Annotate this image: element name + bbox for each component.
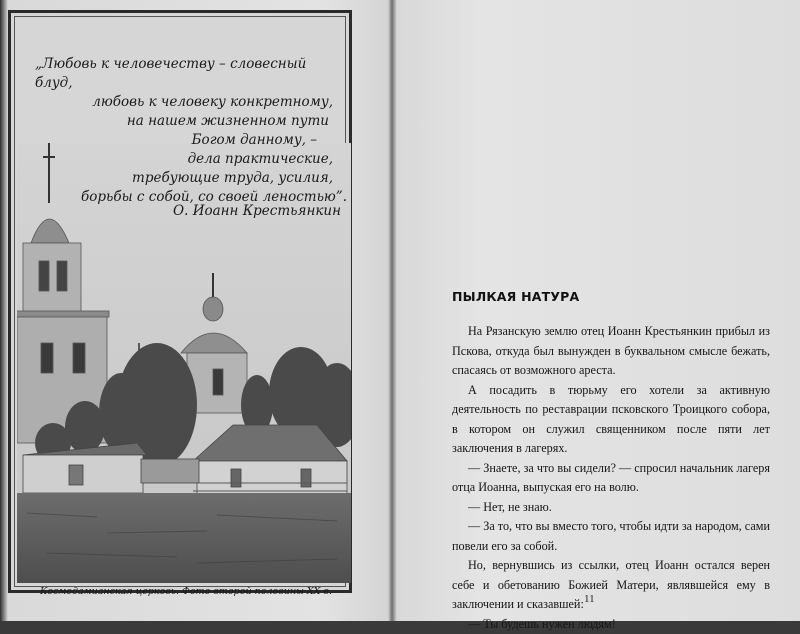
quote-line: „Любовь к человечеству – словесный блуд, [27,55,347,93]
quote-line: любовь к человеку конкретному, [27,93,347,112]
paragraph: — Ты будешь нужен людям! [452,615,770,634]
show-through-text [446,20,776,37]
quote-line: борьбы с собой, со своей леностью”. [27,188,347,207]
paragraph: А посадить в тюрьму его хотели за активную деятельность по реставрации псковского Троицкого собора, в котором он служил священником после пяти лет заключения в лагерях. [452,381,770,459]
quote-line: дела практические, [27,150,347,169]
quote-line: требующие труда, усилия, [27,169,347,188]
right-page [396,0,800,621]
paragraph: — За то, что вы вместо того, чтобы идти за народом, сами повели его за собой. [452,517,770,556]
handwritten-quote [27,55,347,207]
paragraph: Но, вернувшись из ссылки, отец Иоанн остался верен себе и обетованию Божией Матери, являвшейся ему в заключении и сказавшей: [452,556,770,615]
paragraph: — Нет, не знаю. [452,498,770,518]
photo-caption: Космодамианская церковь. Фото второй половины XX в. [21,586,351,597]
grass-field [17,493,351,583]
paragraph: — Знаете, за что вы сидели? — спросил начальник лагеря отца Иоанна, выпуская его на волю. [452,459,770,498]
page-number: 11 [584,593,595,605]
paragraph: На Рязанскую землю отец Иоанн Крестьянкин прибыл из Пскова, откуда был вынужден в буквальном смысле бежать, спасаясь от возможного ареста. [452,322,770,381]
quote-line: на нашем жизненном пути [27,112,347,131]
left-page [0,0,390,621]
quote-line: Богом данному, – [27,131,347,150]
quote-author: О. Иоанн Крестьянкин [27,203,341,219]
chapter-heading: ПЫЛКАЯ НАТУРА [452,289,579,304]
illustration-frame [8,10,352,593]
body-text [452,322,770,634]
